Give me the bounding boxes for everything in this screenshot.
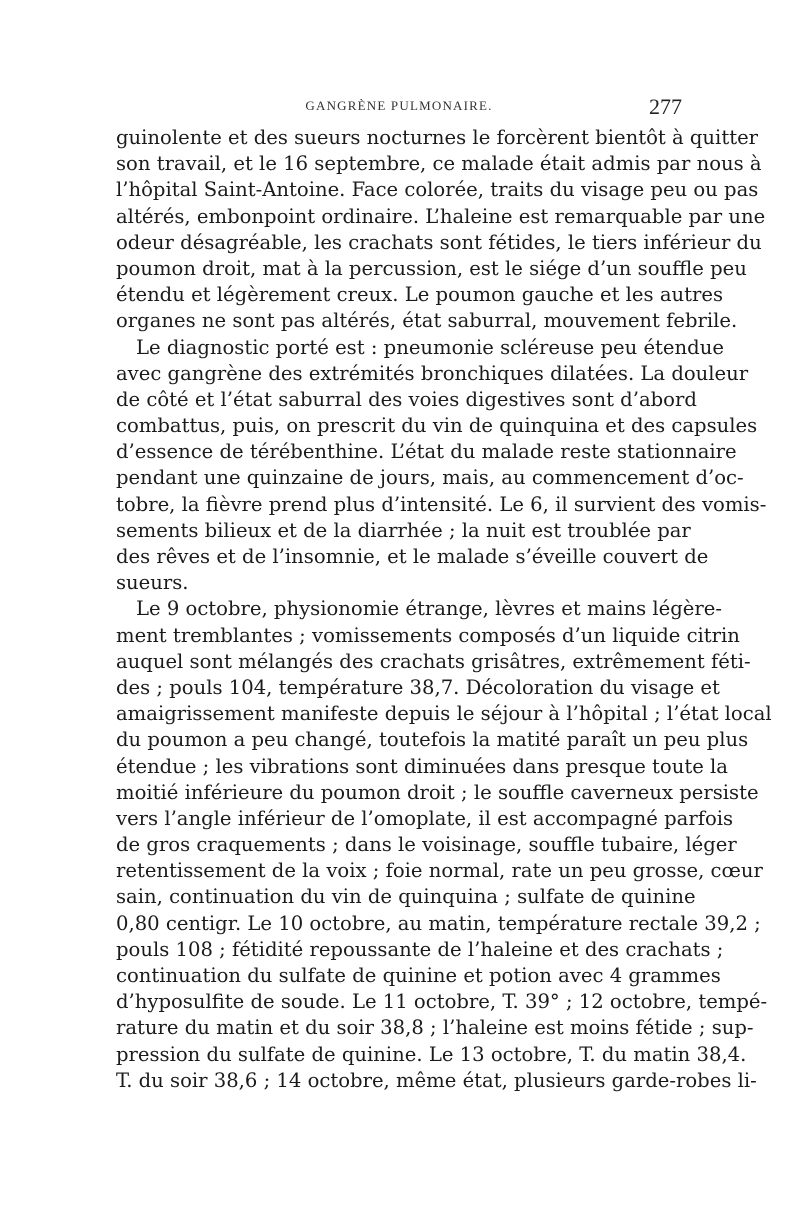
- text-line: continuation du sulfate de quinine et potion avec 4 grammes: [116, 964, 721, 987]
- text-line: T. du soir 38,6 ; 14 octobre, même état, plusieurs garde-robes li-: [116, 1068, 757, 1092]
- text-line: organes ne sont pas altérés, état saburral, mouvement febrile.: [116, 309, 738, 333]
- text-line: des ; pouls 104, température 38,7. Décoloration du visage et: [116, 675, 720, 699]
- text-line: guinolente et des sueurs nocturnes le forcèrent bientôt à quitter: [116, 126, 759, 149]
- text-line: odeur désagréable, les crachats sont fétides, le tiers inférieur du: [116, 230, 762, 254]
- page-number: 277: [649, 94, 682, 119]
- text-line: retentissement de la voix ; foie normal, rate un peu grosse, cœur: [116, 859, 763, 883]
- text-line: étendu et légèrement creux. Le poumon gauche et les autres: [116, 283, 724, 307]
- text-line: son travail, et le 16 septembre, ce malade était admis par nous à: [116, 152, 762, 176]
- text-line: altérés, embonpoint ordinaire. L’haleine est remarquable par une: [116, 204, 766, 228]
- text-line: Le 9 octobre, physionomie étrange, lèvres et mains légère-: [136, 597, 722, 621]
- text-line: amaigrissement manifeste depuis le séjour à l’hôpital ; l’état local: [116, 702, 772, 726]
- text-line: de gros craquements ; dans le voisinage, souffle tubaire, léger: [116, 833, 737, 857]
- text-line: des rêves et de l’insomnie, et le malade s’éveille couvert de: [116, 545, 709, 568]
- text-line: combattus, puis, on prescrit du vin de quinquina et des capsules: [116, 414, 758, 438]
- text-line: sements bilieux et de la diarrhée ; la nuit est troublée par: [116, 518, 691, 542]
- text-line: Le diagnostic porté est : pneumonie scléreuse peu étendue: [136, 335, 724, 359]
- text-line: avec gangrène des extrémités bronchiques dilatées. La douleur: [116, 361, 749, 385]
- text-line: ment tremblantes ; vomissements composés d’un liquide citrin: [116, 623, 740, 647]
- text-line: étendue ; les vibrations sont diminuées dans presque toute la: [116, 754, 728, 778]
- text-line: pouls 108 ; fétidité repoussante de l’haleine et des crachats ;: [116, 937, 724, 961]
- text-line: 0,80 centigr. Le 10 octobre, au matin, température rectale 39,2 ;: [116, 911, 761, 935]
- text-line: tobre, la fièvre prend plus d’intensité. Le 6, il survient des vomis-: [116, 492, 767, 516]
- text-line: d’hyposulfite de soude. Le 11 octobre, T. 39° ; 12 octobre, tempé-: [116, 990, 768, 1014]
- body-text: [116, 125, 772, 1094]
- text-line: rature du matin et du soir 38,8 ; l’haleine est moins fétide ; sup-: [116, 1016, 754, 1040]
- text-line: pendant une quinzaine de jours, mais, au commencement d’oc-: [116, 466, 744, 490]
- text-line: l’hôpital Saint-Antoine. Face colorée, traits du visage peu ou pas: [116, 178, 759, 202]
- text-line: auquel sont mélangés des crachats grisâtres, extrêmement féti-: [116, 649, 751, 673]
- text-line: pression du sulfate de quinine. Le 13 octobre, T. du matin 38,4.: [116, 1042, 747, 1066]
- text-line: moitié inférieure du poumon droit ; le souffle caverneux persiste: [116, 780, 759, 804]
- running-head: GANGRÈNE PULMONAIRE.: [305, 98, 493, 113]
- text-line: poumon droit, mat à la percussion, est le siége d’un souffle peu: [116, 256, 747, 280]
- text-line: du poumon a peu changé, toutefois la matité paraît un peu plus: [116, 728, 749, 752]
- text-line: vers l’angle inférieur de l’omoplate, il est accompagné parfois: [116, 806, 734, 830]
- text-line: sueurs.: [116, 571, 189, 595]
- text-line: de côté et l’état saburral des voies digestives sont d’abord: [116, 387, 697, 411]
- page-header: [116, 96, 682, 120]
- text-line: d’essence de térébenthine. L’état du malade reste stationnaire: [116, 440, 737, 464]
- text-line: sain, continuation du vin de quinquina ; sulfate de quinine: [116, 885, 696, 909]
